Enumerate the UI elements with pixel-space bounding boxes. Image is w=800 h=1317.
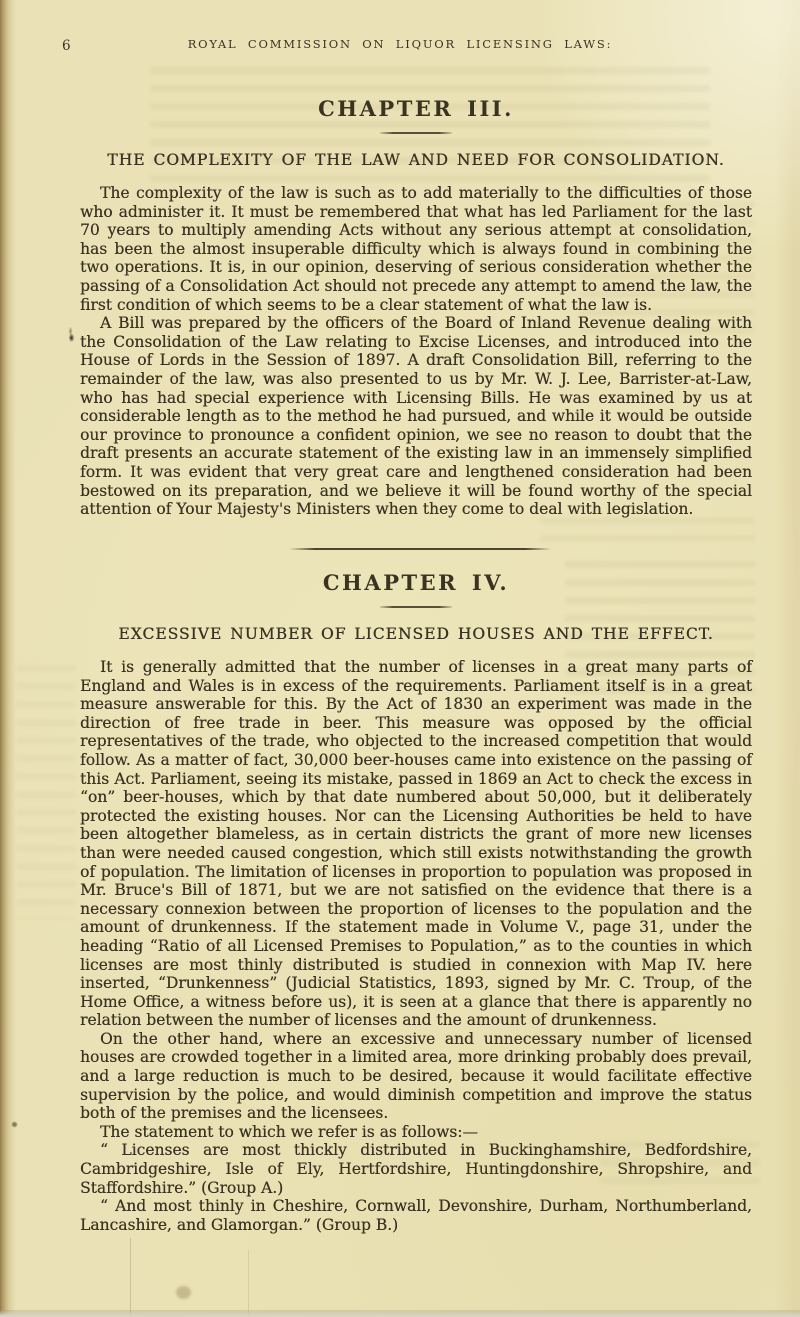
- paragraph: The statement to which we refer is as follows:—: [100, 1122, 478, 1141]
- chapter-4-title: EXCESSIVE NUMBER OF LICENSED HOUSES AND THE EFFECT.: [118, 625, 714, 643]
- chapter-4-heading: CHAPTER IV.: [322, 570, 510, 595]
- chapter-4-body: [80, 658, 752, 1234]
- chapter-3-heading: CHAPTER III.: [318, 96, 514, 121]
- paper-crease: [248, 1250, 249, 1317]
- paper-crease: [130, 1238, 131, 1317]
- chapter-3-body: [80, 184, 752, 519]
- paragraph: It is generally admitted that the number of licenses in a great many parts of England and Wales is in excess of the requirements. Parliament itself is in a great measure answerable for this. By the Act of 1830 an experiment was made in the direction of free trade in beer. This measure was opposed by the official representatives of the trade, who objected to the increased competition that would follow. As a matter of fact, 30,000 beer-houses came into existence on the passing of this Act. Parliament, seeing its mistake, passed in 1869 an Act to check the excess in “on” beer-houses, which by that date numbered about 50,000, but it deliberately protected the existing houses. Nor can the Licensing Authorities be held to have been altogether blameless, as in certain districts the grant of more new licenses than were needed caused congestion, which still exists notwithstanding the growth of population. The limitation of licenses in proportion to population was proposed in Mr. Bruce's Bill of 1871, but we are not satisfied on the evidence that there is a necessary connexion between the proportion of licenses to the population and the amount of drunkenness. If the statement made in Volume V., page 31, under the heading “Ratio of all Licensed Premises to Population,” as to the counties in which licenses are most thinly distributed is studied in connexion with Map IV. here inserted, “Drunkenness” (Judicial Statistics, 1893, signed by Mr. C. Troup, of the Home Office, a witness before us), it is seen at a glance that there is apparently no relation between the number of licenses and the amount of drunkenness.: [80, 658, 752, 1030]
- page-bottom-edge: [0, 1310, 800, 1317]
- page-header: [0, 37, 800, 55]
- paragraph: A Bill was prepared by the officers of the Board of Inland Revenue dealing with the Consolidation of the Law relating to Excise Licenses, and introduced into the House of Lords in the Session of 1897. A draft Consolidation Bill, referring to the remainder of the law, was also presented to us by Mr. W. J. Lee, Barrister-at-Law, who has had special experience with Licensing Bills. He was examined by us at considerable length as to the method he had pursued, and while it would be outside our province to pronounce a confident opinion, we see no reason to doubt that the draft presents an accurate statement of the existing law in an immensely simplified form. It was evident that very great care and lengthened consideration had been bestowed on its preparation, and we believe it will be found worthy of the special attention of Your Majesty's Ministers when they come to deal with legislation.: [80, 314, 752, 519]
- chapter-4-section: [80, 570, 752, 1234]
- page-number: 6: [62, 38, 72, 54]
- chapter-3-section: [80, 96, 752, 519]
- heading-rule: [380, 606, 452, 608]
- paper-stain: [176, 1286, 191, 1299]
- chapter-divider-rule: [289, 548, 551, 550]
- paragraph: On the other hand, where an excessive and unnecessary number of licensed houses are crowded together in a limited area, more drinking probably does prevail, and a large reduction is much to be desired, because it would facilitate effective supervision by the police, and would diminish competition and improve the status both of the premises and the licensees.: [80, 1029, 752, 1123]
- running-head: ROYAL COMMISSION ON LIQUOR LICENSING LAWS:: [187, 37, 613, 51]
- bleed-through-ghost: [16, 660, 76, 920]
- paragraph: “ And most thinly in Cheshire, Cornwall, Devonshire, Durham, Northumberland, Lancashire, and Glamorgan.” (Group B.): [80, 1197, 752, 1234]
- paragraph: The complexity of the law is such as to add materially to the difficulties of those who administer it. It must be remembered that what has led Parliament for the last 70 years to multiply amending Acts without any serious attempt at consolidation, has been the almost insuperable difficulty which is always found in combining the two operations. It is, in our opinion, deserving of serious consideration whether the passing of a Consolidation Act should not precede any attempt to amend the law, the first condition of which seems to be a clear statement of what the law is.: [80, 184, 752, 314]
- paragraph: “ Licenses are most thickly distributed in Buckinghamshire, Bedfordshire, Cambridgeshire, Isle of Ely, Hertfordshire, Huntingdonshire, Shropshire, and Staffordshire.” (Group A.): [80, 1141, 752, 1197]
- ink-smudge: [66, 327, 76, 342]
- paper-speck: [12, 1122, 17, 1127]
- chapter-3-title: THE COMPLEXITY OF THE LAW AND NEED FOR CONSOLIDATION.: [107, 151, 725, 169]
- page-left-edge: [0, 0, 16, 1317]
- heading-rule: [380, 132, 452, 134]
